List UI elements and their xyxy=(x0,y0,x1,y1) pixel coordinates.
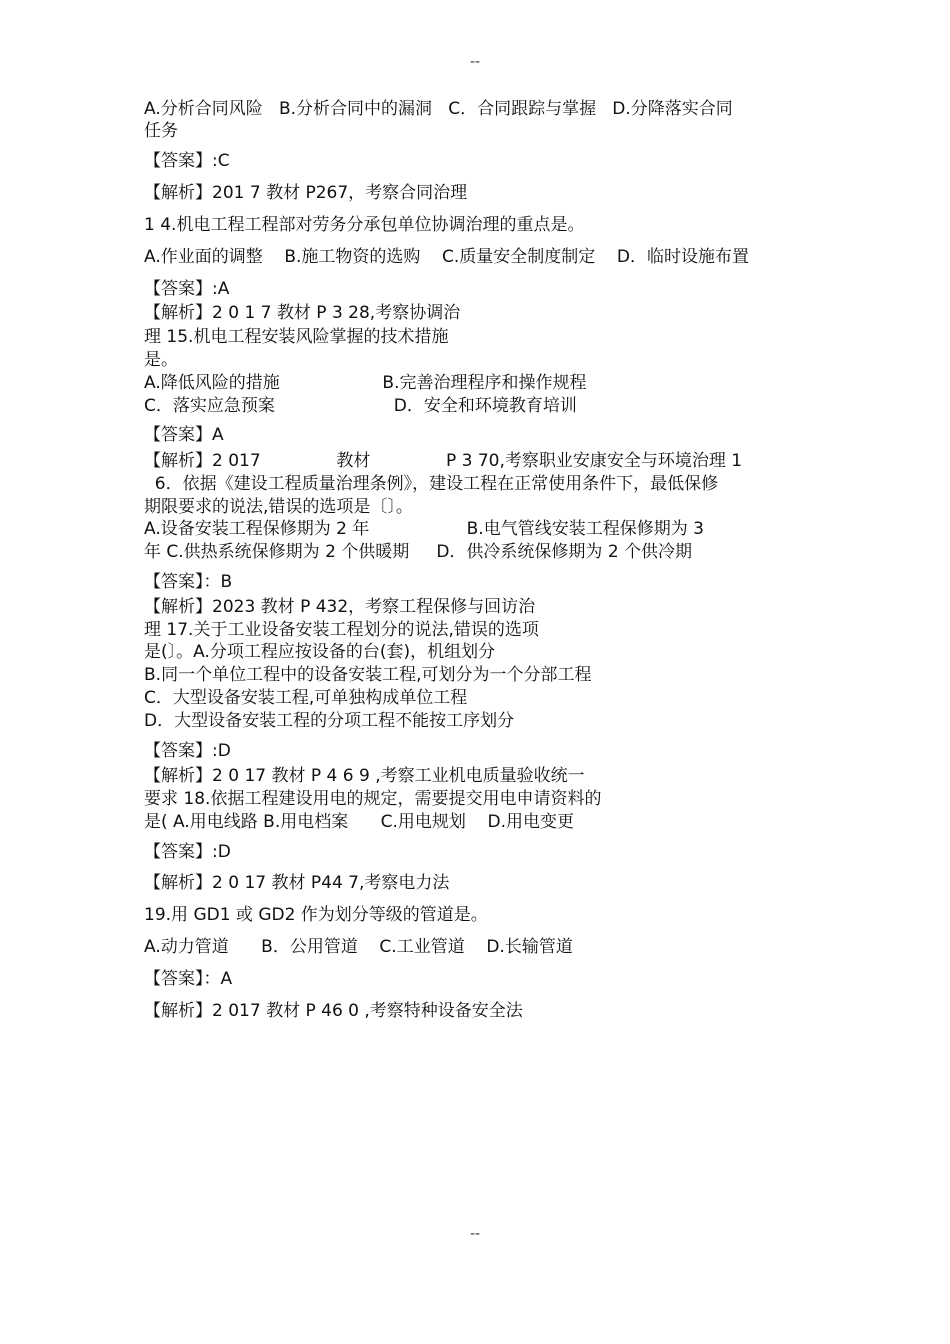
page-footer: -- xyxy=(469,1226,481,1242)
text-line: 【解析】201 7 教材 P267，考察合同治理 xyxy=(144,183,468,203)
text-line: 是(〕。A.分项工程应按设备的台(套)，机组划分 xyxy=(144,642,496,662)
text-line: A.设备安装工程保修期为 2 年 B.电气管线安装工程保修期为 3 xyxy=(144,519,704,539)
text-line: C．大型设备安装工程,可单独构成单位工程 xyxy=(144,688,468,708)
text-line: 【解析】2 017 教材 P 46 0 ,考察特种设备安全法 xyxy=(144,1001,523,1021)
text-line: 【答案】A xyxy=(144,425,224,445)
text-line: 【解析】2 0 17 教材 P 4 6 9 ,考察工业机电质量验收统一 xyxy=(144,766,585,786)
text-line: 任务 xyxy=(144,121,178,141)
text-line: A.降低风险的措施 B.完善治理程序和操作规程 xyxy=(144,373,587,393)
text-line: 期限要求的说法,错误的选项是〔〕。 xyxy=(144,497,413,517)
text-line: 理 17.关于工业设备安装工程划分的说法,错误的选项 xyxy=(144,620,539,640)
text-line: 要求 18.依据工程建设用电的规定，需要提交用电申请资料的 xyxy=(144,789,602,809)
text-line: A.作业面的调整 B.施工物资的选购 C.质量安全制度制定 D．临时设施布置 xyxy=(144,247,750,267)
text-line: D．大型设备安装工程的分项工程不能按工序划分 xyxy=(144,711,515,731)
text-line: 是( A.用电线路 B.用电档案 C.用电规划 D.用电变更 xyxy=(144,812,575,832)
text-line: 年 C.供热系统保修期为 2 个供暖期 D．供冷系统保修期为 2 个供冷期 xyxy=(144,542,693,562)
text-line: C．落实应急预案 D．安全和环境教育培训 xyxy=(144,396,577,416)
text-line: 【解析】2 0 1 7 教材 P 3 28,考察协调治 xyxy=(144,303,461,323)
text-line: 理 15.机电工程安装风险掌握的技术措施 xyxy=(144,327,449,347)
page-header: -- xyxy=(469,54,481,70)
text-line: 【答案】:D xyxy=(144,741,231,761)
text-line: 【解析】2 017 教材 P 3 70,考察职业安康安全与环境治理 1 xyxy=(144,451,743,471)
text-line: A.动力管道 B．公用管道 C.工业管道 D.长输管道 xyxy=(144,937,573,957)
text-line: A.分析合同风险 B.分析合同中的漏洞 C．合同跟踪与掌握 D.分降落实合同 xyxy=(144,99,733,119)
text-line: 6．依据《建设工程质量治理条例》，建设工程在正常使用条件下，最低保修 xyxy=(144,474,719,494)
text-line: 【答案】:A xyxy=(144,279,230,299)
text-line: 【答案】:D xyxy=(144,842,231,862)
text-line: 19.用 GD1 或 GD2 作为划分等级的管道是。 xyxy=(144,905,488,925)
text-line: 【解析】2023 教材 P 432，考察工程保修与回访治 xyxy=(144,597,536,617)
text-line: 【解析】2 0 17 教材 P44 7,考察电力法 xyxy=(144,873,450,893)
text-line: B.同一个单位工程中的设备安装工程,可划分为一个分部工程 xyxy=(144,665,592,685)
text-line: 1 4.机电工程工程部对劳务分承包单位协调治理的重点是。 xyxy=(144,215,585,235)
text-line: 【答案】：A xyxy=(144,969,233,989)
text-line: 是。 xyxy=(144,350,178,370)
text-line: 【答案】：B xyxy=(144,572,233,592)
text-line: 【答案】:C xyxy=(144,151,230,171)
